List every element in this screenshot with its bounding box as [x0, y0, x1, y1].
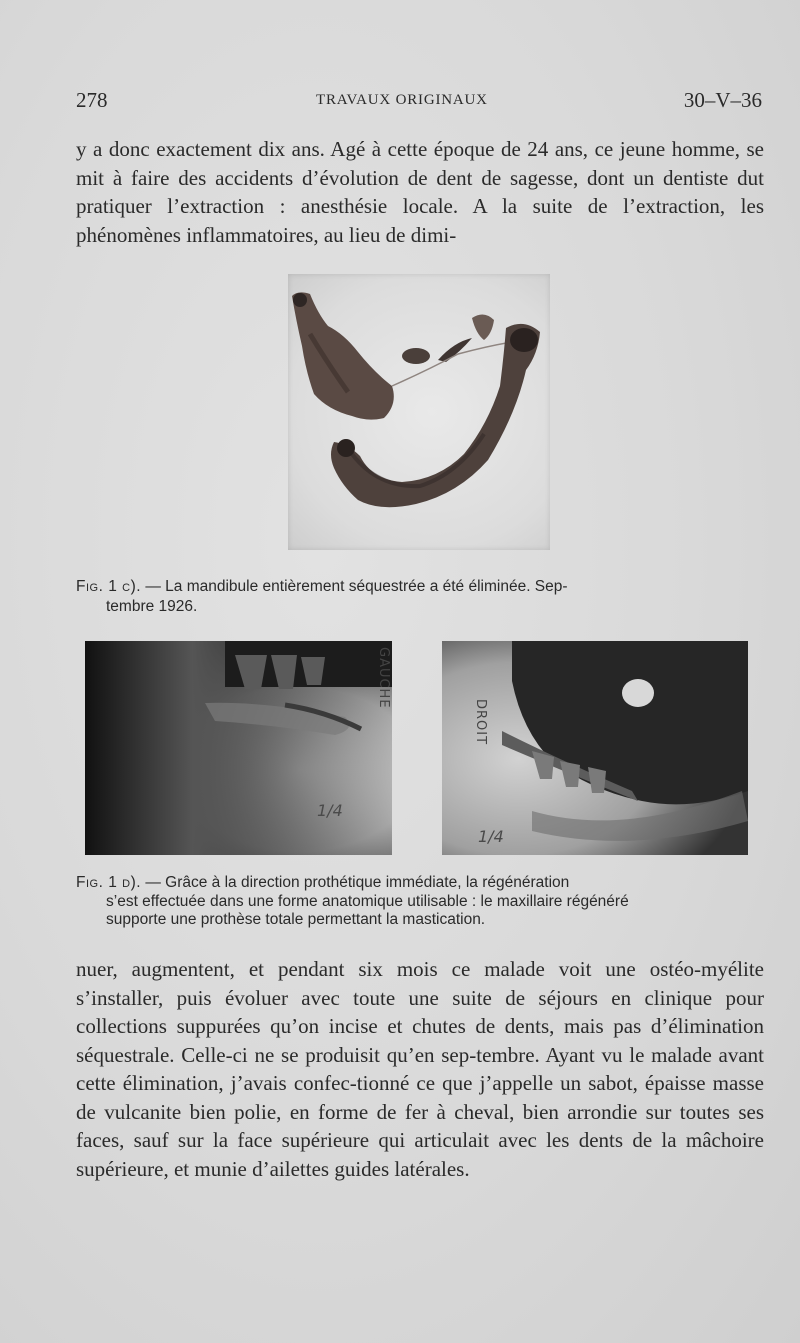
xray-right-image: [442, 641, 748, 855]
xray-left-image: [85, 641, 392, 855]
figure-d-caption: [76, 874, 764, 930]
page-number: 278: [76, 88, 108, 112]
running-header: [76, 88, 762, 116]
figure-c-caption: [76, 577, 764, 617]
xray-left-scale: 1/4: [317, 801, 343, 820]
figure-d-label: Fig. 1 d).: [76, 874, 142, 891]
figure-c-label: Fig. 1 c).: [76, 578, 142, 595]
xray-right-scale: 1/4: [478, 827, 504, 846]
running-title: TRAVAUX ORIGINAUX: [316, 92, 488, 108]
figure-d-caption-line1: — Grâce à la direction prothétique immédiate, la régénération: [141, 874, 570, 891]
figure-d-caption-line2: s’est effectuée dans une forme anatomique utilisable : le maxillaire régénéré: [106, 892, 629, 910]
figure-d-caption-line3: supporte une prothèse totale permettant la mastication.: [106, 911, 486, 928]
figure-c-caption-line1: — La mandibule entièrement séquestrée a été éliminée. Sep-: [141, 578, 568, 595]
xray-right-side-label: DROIT: [473, 699, 488, 746]
figure-mandible-photo: [288, 274, 550, 550]
body-paragraph-bottom: nuer, augmentent, et pendant six mois ce malade voit une ostéo-myélite s’installer, puis évoluer avec toute une suite de séjours en clinique pour collections suppurées qu’on incise et chutes de dents, mais pas d’élimination séquestrale. Celle-ci ne se produisit qu’en sep-tembre. Ayant vu le malade avant cette élimination, j’avais confec-tionné ce que j’appelle un sabot, épaisse masse de vulcanite bien polie, en forme de fer à cheval, bien arrondie sur toutes ses faces, sauf sur la face supérieure qui articulait avec les dents de la mâchoire supérieure, et munie d’ailettes guides latérales.: [76, 957, 764, 1181]
xray-left-side-label: GAUCHE: [376, 647, 391, 709]
figure-c-caption-line2: tembre 1926.: [106, 598, 198, 615]
body-paragraph-top: y a donc exactement dix ans. Agé à cette époque de 24 ans, ce jeune homme, se mit à faire des accidents d’évolution de dent de sagesse, dont un dentiste dut pratiquer l’extraction : anesthésie locale. A la suite de l’extraction, les phénomènes inflammatoires, au lieu de dimi-: [76, 137, 764, 247]
issue-date: 30–V–36: [683, 88, 762, 112]
